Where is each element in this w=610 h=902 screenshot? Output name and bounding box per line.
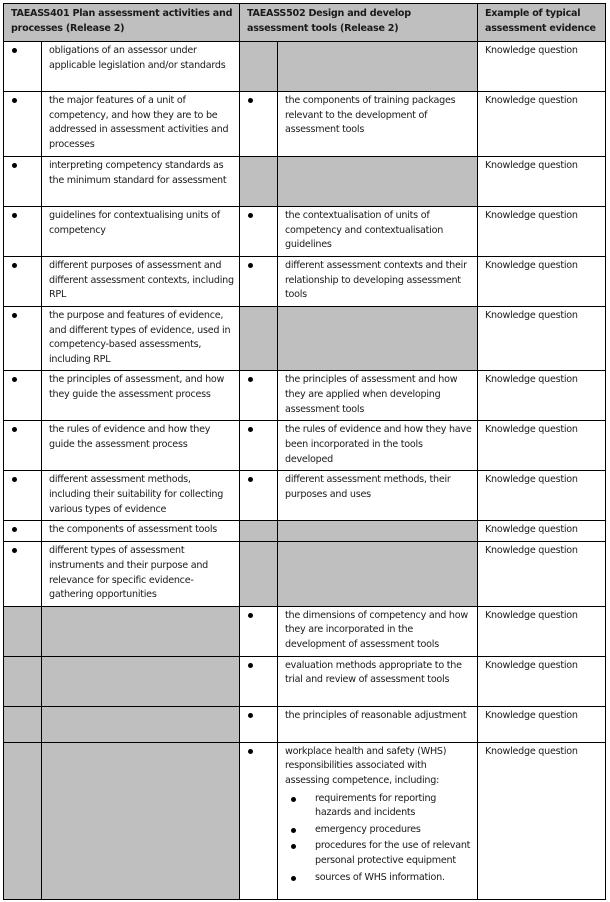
sub-item-text: sources of WHS information. <box>315 871 445 883</box>
taeass502-item <box>278 257 478 307</box>
bullet-icon <box>291 844 296 849</box>
bullet-icon <box>248 98 253 103</box>
bullet-icon <box>248 477 253 482</box>
bullet-icon <box>12 527 17 532</box>
evidence-cell: Knowledge question <box>478 542 606 606</box>
item-text: the dimensions of competency and how they are incorporated in the development of assessment tools <box>285 609 468 650</box>
table-row <box>4 521 606 542</box>
empty-cell <box>278 157 478 207</box>
bullet-icon <box>12 163 17 168</box>
bullet-icon <box>12 313 17 318</box>
taeass502-item <box>278 742 478 899</box>
evidence-cell: Knowledge question <box>478 257 606 307</box>
bullet-cell <box>4 207 42 257</box>
bullet-cell <box>240 207 278 257</box>
knowledge-mapping-table <box>3 3 606 900</box>
item-text: the principles of assessment, and how they guide the assessment process <box>49 374 225 400</box>
sub-item-text: emergency procedures <box>315 823 421 835</box>
bullet-icon <box>12 48 17 53</box>
table-row <box>4 542 606 606</box>
evidence-cell: Knowledge question <box>478 421 606 471</box>
item-text: guidelines for contextualising units of competency <box>49 210 220 236</box>
sub-item-text: requirements for reporting hazards and incidents <box>315 792 437 819</box>
taeass502-item <box>278 421 478 471</box>
table-row <box>4 706 606 742</box>
empty-bullet-cell <box>240 521 278 542</box>
taeass401-item <box>42 421 240 471</box>
taeass401-item <box>42 157 240 207</box>
sub-list-item <box>285 792 472 821</box>
bullet-icon <box>291 797 296 802</box>
bullet-icon <box>12 263 17 268</box>
sub-list-item <box>285 839 472 868</box>
evidence-cell: Knowledge question <box>478 706 606 742</box>
bullet-icon <box>291 876 296 881</box>
bullet-cell <box>240 471 278 521</box>
empty-cell <box>42 706 240 742</box>
taeass502-item <box>278 371 478 421</box>
header-evidence: Example of typical assessment evidence <box>478 4 606 42</box>
bullet-cell <box>4 92 42 157</box>
empty-bullet-cell <box>4 656 42 706</box>
bullet-cell <box>4 421 42 471</box>
bullet-cell <box>240 421 278 471</box>
empty-cell <box>42 656 240 706</box>
bullet-icon <box>12 427 17 432</box>
item-text: the rules of evidence and how they guide the assessment process <box>49 424 211 450</box>
item-text: the rules of evidence and how they have been incorporated in the tools developed <box>285 424 472 465</box>
item-text: different assessment contexts and their relationship to developing assessment tools <box>285 260 467 301</box>
evidence-cell: Knowledge question <box>478 207 606 257</box>
bullet-icon <box>248 263 253 268</box>
header-row <box>4 4 606 42</box>
bullet-cell <box>4 157 42 207</box>
evidence-cell: Knowledge question <box>478 371 606 421</box>
taeass401-item <box>42 257 240 307</box>
empty-cell <box>42 606 240 656</box>
bullet-icon <box>12 377 17 382</box>
evidence-cell: Knowledge question <box>478 656 606 706</box>
evidence-cell: Knowledge question <box>478 606 606 656</box>
sub-item-text: procedures for the use of relevant personal protective equipment <box>315 840 471 866</box>
table-row <box>4 656 606 706</box>
table-row <box>4 92 606 157</box>
taeass502-item <box>278 706 478 742</box>
evidence-cell: Knowledge question <box>478 92 606 157</box>
empty-bullet-cell <box>240 542 278 606</box>
bullet-cell <box>4 257 42 307</box>
item-text: the principles of assessment and how they are applied when developing assessment tools <box>285 374 458 415</box>
sub-list-item <box>285 871 472 886</box>
table-row <box>4 257 606 307</box>
bullet-icon <box>12 477 17 482</box>
bullet-cell <box>4 542 42 606</box>
bullet-cell <box>240 257 278 307</box>
empty-cell <box>278 542 478 606</box>
bullet-icon <box>12 213 17 218</box>
sub-list <box>285 792 472 886</box>
bullet-cell <box>4 521 42 542</box>
bullet-icon <box>248 427 253 432</box>
evidence-cell: Knowledge question <box>478 157 606 207</box>
bullet-cell <box>240 92 278 157</box>
item-text: the contextualisation of units of competency and contextualisation guidelines <box>285 210 444 251</box>
taeass401-item <box>42 207 240 257</box>
evidence-cell: Knowledge question <box>478 42 606 92</box>
item-text: different types of assessment instruments and their purpose and relevance for specific evidence-gathering opportunities <box>49 545 208 601</box>
bullet-icon <box>12 548 17 553</box>
bullet-cell <box>4 42 42 92</box>
item-text: interpreting competency standards as the minimum standard for assessment <box>49 160 227 186</box>
header-taeass502: TAEASS502 Design and develop assessment tools (Release 2) <box>240 4 478 42</box>
bullet-cell <box>240 371 278 421</box>
bullet-icon <box>248 663 253 668</box>
item-text: workplace health and safety (WHS) responsibilities associated with assessing competence, including: <box>285 745 447 786</box>
taeass401-item <box>42 371 240 421</box>
taeass401-item <box>42 307 240 371</box>
bullet-icon <box>248 213 253 218</box>
table-row <box>4 606 606 656</box>
empty-cell <box>278 307 478 371</box>
bullet-cell <box>240 606 278 656</box>
item-text: the components of assessment tools <box>49 524 217 536</box>
item-text: different purposes of assessment and different assessment contexts, including RPL <box>49 260 234 301</box>
empty-cell <box>42 742 240 899</box>
table-row <box>4 742 606 899</box>
item-text: evaluation methods appropriate to the trial and review of assessment tools <box>285 659 462 686</box>
bullet-icon <box>12 98 17 103</box>
taeass401-item <box>42 521 240 542</box>
bullet-cell <box>240 742 278 899</box>
empty-bullet-cell <box>4 706 42 742</box>
taeass502-item <box>278 92 478 157</box>
sub-list-item <box>285 823 472 838</box>
table-row <box>4 157 606 207</box>
taeass502-item <box>278 656 478 706</box>
table-row <box>4 307 606 371</box>
empty-bullet-cell <box>4 742 42 899</box>
bullet-icon <box>291 828 296 833</box>
bullet-cell <box>4 471 42 521</box>
bullet-cell <box>240 706 278 742</box>
taeass502-item <box>278 606 478 656</box>
bullet-icon <box>248 749 253 754</box>
bullet-icon <box>248 613 253 618</box>
empty-bullet-cell <box>240 307 278 371</box>
empty-bullet-cell <box>240 157 278 207</box>
table-row <box>4 471 606 521</box>
bullet-cell <box>4 371 42 421</box>
taeass502-item <box>278 207 478 257</box>
item-text: the purpose and features of evidence, and different types of evidence, used in competency-based assessments, including RPL <box>49 310 231 365</box>
item-text: the principles of reasonable adjustment <box>285 709 467 721</box>
bullet-cell <box>240 656 278 706</box>
item-text: different assessment methods, including their suitability for collecting various types of evidence <box>49 474 224 515</box>
bullet-icon <box>248 713 253 718</box>
evidence-cell: Knowledge question <box>478 521 606 542</box>
item-text: obligations of an assessor under applicable legislation and/or standards <box>49 45 226 71</box>
empty-cell <box>278 521 478 542</box>
taeass401-item <box>42 471 240 521</box>
taeass502-item <box>278 471 478 521</box>
taeass401-item <box>42 542 240 606</box>
bullet-cell <box>4 307 42 371</box>
evidence-cell: Knowledge question <box>478 307 606 371</box>
table-row <box>4 371 606 421</box>
header-taeass401: TAEASS401 Plan assessment activities and processes (Release 2) <box>4 4 240 42</box>
item-text: different assessment methods, their purposes and uses <box>285 474 451 500</box>
table-row <box>4 421 606 471</box>
item-text: the major features of a unit of competency, and how they are to be addressed in assessment activities and processes <box>49 95 229 150</box>
taeass401-item <box>42 92 240 157</box>
bullet-icon <box>248 377 253 382</box>
taeass401-item <box>42 42 240 92</box>
empty-bullet-cell <box>240 42 278 92</box>
item-text: the components of training packages relevant to the development of assessment tools <box>285 95 456 136</box>
empty-cell <box>278 42 478 92</box>
evidence-cell: Knowledge question <box>478 742 606 899</box>
table-row <box>4 207 606 257</box>
table-row <box>4 42 606 92</box>
empty-bullet-cell <box>4 606 42 656</box>
evidence-cell: Knowledge question <box>478 471 606 521</box>
